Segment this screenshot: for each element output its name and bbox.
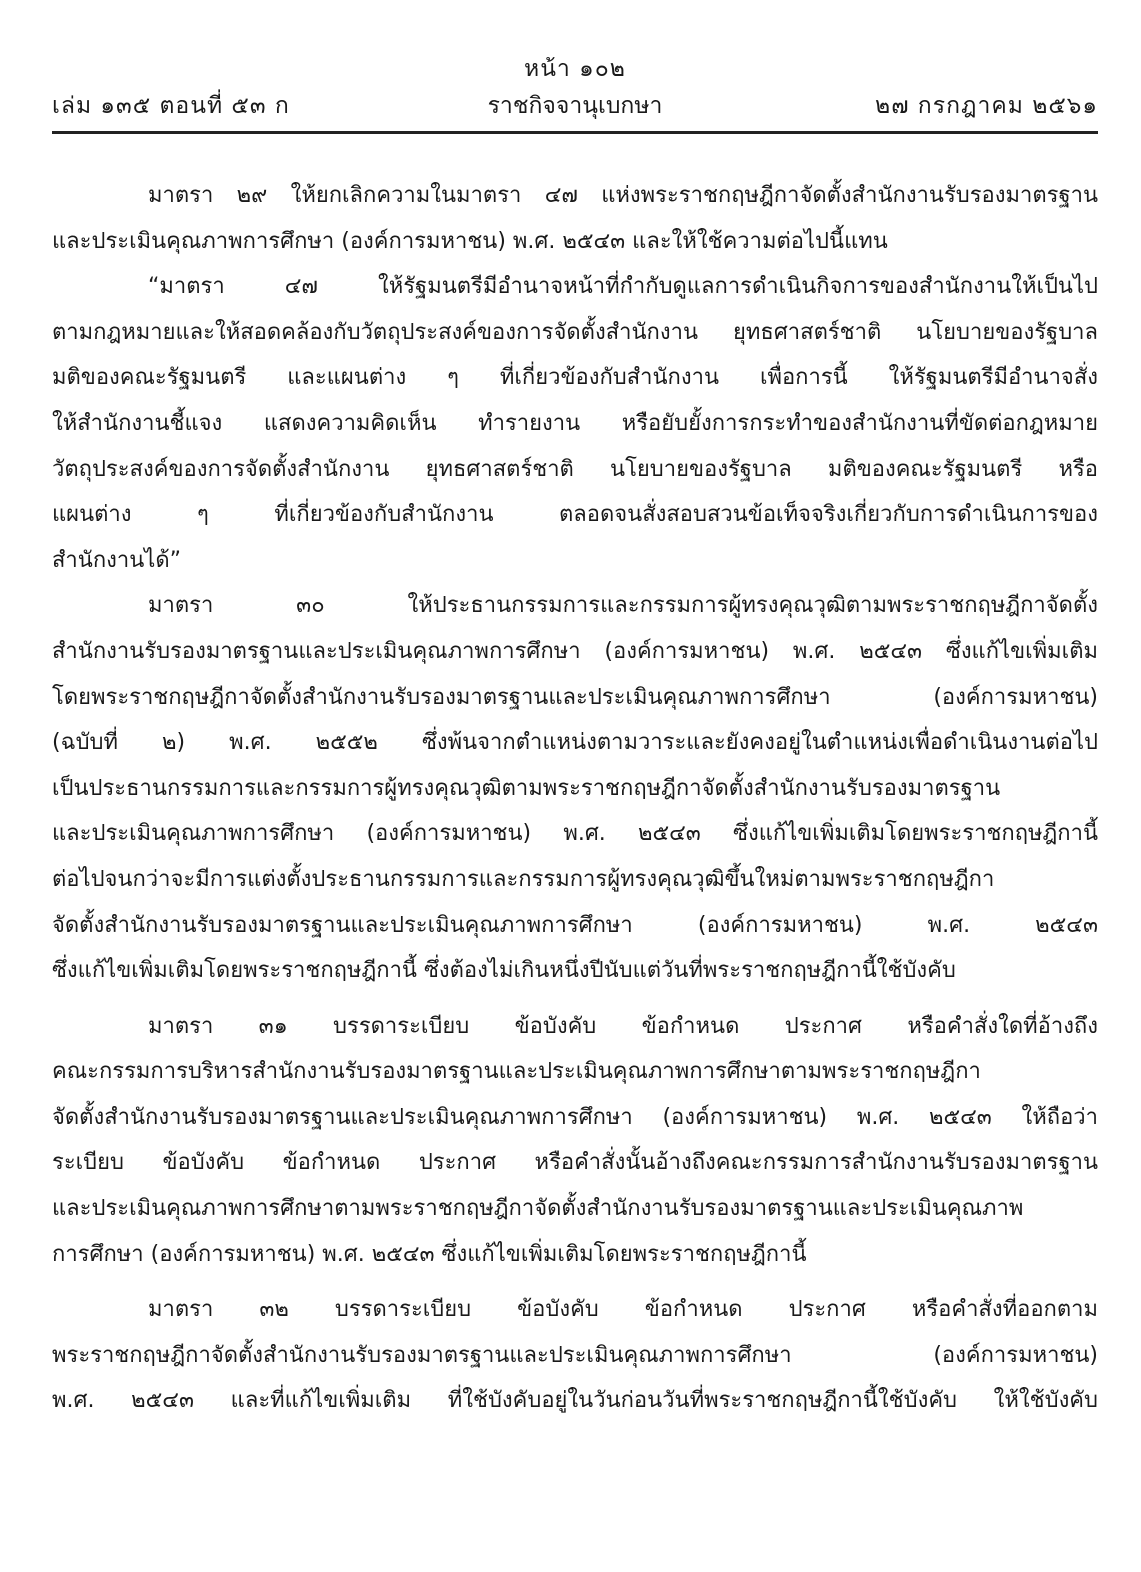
volume-issue: เล่ม ๑๓๕ ตอนที่ ๕๓ ก [52, 93, 290, 119]
paragraph-line: ให้สำนักงานชี้แจง แสดงความคิดเห็น ทำรายงาน หรือยับยั้งการกระทำของสำนักงานที่ขัดต่อกฎหมาย [52, 410, 1098, 436]
section-30 [52, 583, 1098, 993]
paragraph-line: สำนักงานรับรองมาตรฐานและประเมินคุณภาพการศึกษา (องค์การมหาชน) พ.ศ. ๒๕๔๓ ซึ่งแก้ไขเพิ่มเติม [52, 638, 1098, 664]
paragraph-line: แผนต่าง ๆ ที่เกี่ยวข้องกับสำนักงาน ตลอดจนสั่งสอบสวนข้อเท็จจริงเกี่ยวกับการดำเนินการของ [52, 502, 1098, 528]
paragraph-gap [52, 1277, 1098, 1287]
paragraph-line: ต่อไปจนกว่าจะมีการแต่งตั้งประธานกรรมการและกรรมการผู้ทรงคุณวุฒิขึ้นใหม่ตามพระราชกฤษฎีกา [52, 866, 995, 892]
paragraph-line: จัดตั้งสำนักงานรับรองมาตรฐานและประเมินคุณภาพการศึกษา (องค์การมหาชน) พ.ศ. ๒๕๔๓ ให้ถือว่า [52, 1104, 1098, 1130]
paragraph-line: พ.ศ. ๒๕๔๓ และที่แก้ไขเพิ่มเติม ที่ใช้บังคับอยู่ในวันก่อนวันที่พระราชกฤษฎีกานี้ใช้บังคับ ให้ใช้บังคับ [52, 1388, 1098, 1414]
paragraph-line: “มาตรา ๔๗ ให้รัฐมนตรีมีอำนาจหน้าที่กำกับดูแลการดำเนินกิจการของสำนักงานให้เป็นไป [148, 274, 1098, 300]
paragraph-line: พระราชกฤษฎีกาจัดตั้งสำนักงานรับรองมาตรฐานและประเมินคุณภาพการศึกษา (องค์การมหาชน) [52, 1342, 1098, 1368]
paragraph-line: และประเมินคุณภาพการศึกษาตามพระราชกฤษฎีกาจัดตั้งสำนักงานรับรองมาตรฐานและประเมินคุณภาพ [52, 1196, 1024, 1222]
running-header [52, 91, 1098, 121]
paragraph-line: ซึ่งแก้ไขเพิ่มเติมโดยพระราชกฤษฎีกานี้ ซึ่งต้องไม่เกินหนึ่งปีนับแต่วันที่พระราชกฤษฎีกานี้ใช้บังคับ [52, 958, 956, 984]
paragraph-line: คณะกรรมการบริหารสำนักงานรับรองมาตรฐานและประเมินคุณภาพการศึกษาตามพระราชกฤษฎีกา [52, 1059, 981, 1085]
paragraph-line: มาตรา ๓๒ บรรดาระเบียบ ข้อบังคับ ข้อกำหนด ประกาศ หรือคำสั่งที่ออกตาม [148, 1297, 1098, 1323]
paragraph-line: เป็นประธานกรรมการและกรรมการผู้ทรงคุณวุฒิตามพระราชกฤษฎีกาจัดตั้งสำนักงานรับรองมาตรฐาน [52, 775, 1001, 801]
section-32 [52, 1287, 1098, 1424]
paragraph-line: โดยพระราชกฤษฎีกาจัดตั้งสำนักงานรับรองมาตรฐานและประเมินคุณภาพการศึกษา (องค์การมหาชน) [52, 684, 1098, 710]
header-divider [52, 131, 1098, 134]
paragraph-line: มติของคณะรัฐมนตรี และแผนต่าง ๆ ที่เกี่ยวข้องกับสำนักงาน เพื่อการนี้ ให้รัฐมนตรีมีอำนาจสั่ง [52, 365, 1098, 391]
publication-date: ๒๗ กรกฎาคม ๒๕๖๑ [875, 93, 1098, 119]
paragraph-line: ตามกฎหมายและให้สอดคล้องกับวัตถุประสงค์ของการจัดตั้งสำนักงาน ยุทธศาสตร์ชาติ นโยบายของรัฐบาล [52, 319, 1098, 345]
paragraph-line: ระเบียบ ข้อบังคับ ข้อกำหนด ประกาศ หรือคำสั่งนั้นอ้างถึงคณะกรรมการสำนักงานรับรองมาตรฐาน [52, 1150, 1098, 1176]
page-number: หน้า ๑๐๒ [524, 56, 626, 82]
document-body [52, 173, 1098, 1424]
paragraph-line: สำนักงานได้” [52, 547, 182, 573]
paragraph-line: มาตรา ๓๑ บรรดาระเบียบ ข้อบังคับ ข้อกำหนด ประกาศ หรือคำสั่งใดที่อ้างถึง [148, 1013, 1098, 1039]
publication-title: ราชกิจจานุเบกษา [487, 93, 663, 119]
paragraph-line: การศึกษา (องค์การมหาชน) พ.ศ. ๒๕๔๓ ซึ่งแก้ไขเพิ่มเติมโดยพระราชกฤษฎีกานี้ [52, 1241, 807, 1267]
section-31 [52, 1004, 1098, 1278]
paragraph-line: (ฉบับที่ ๒) พ.ศ. ๒๕๕๒ ซึ่งพ้นจากตำแหน่งตามวาระและยังคงอยู่ในตำแหน่งเพื่อดำเนินงานต่อไป [52, 730, 1098, 756]
gazette-page [52, 0, 1098, 1572]
paragraph-line: มาตรา ๒๙ ให้ยกเลิกความในมาตรา ๔๗ แห่งพระราชกฤษฎีกาจัดตั้งสำนักงานรับรองมาตรฐาน [148, 183, 1098, 208]
section-29 [52, 173, 1098, 583]
paragraph-line: และประเมินคุณภาพการศึกษา (องค์การมหาชน) พ.ศ. ๒๕๔๓ และให้ใช้ความต่อไปนี้แทน [52, 228, 888, 254]
paragraph-line: มาตรา ๓๐ ให้ประธานกรรมการและกรรมการผู้ทรงคุณวุฒิตามพระราชกฤษฎีกาจัดตั้ง [148, 593, 1098, 619]
paragraph-line: และประเมินคุณภาพการศึกษา (องค์การมหาชน) พ.ศ. ๒๕๔๓ ซึ่งแก้ไขเพิ่มเติมโดยพระราชกฤษฎีกานี้ [52, 821, 1098, 847]
paragraph-gap [52, 994, 1098, 1004]
paragraph-line: วัตถุประสงค์ของการจัดตั้งสำนักงาน ยุทธศาสตร์ชาติ นโยบายของรัฐบาล มติของคณะรัฐมนตรี หรือ [52, 456, 1098, 482]
paragraph-line: จัดตั้งสำนักงานรับรองมาตรฐานและประเมินคุณภาพการศึกษา (องค์การมหาชน) พ.ศ. ๒๕๔๓ [52, 912, 1098, 938]
